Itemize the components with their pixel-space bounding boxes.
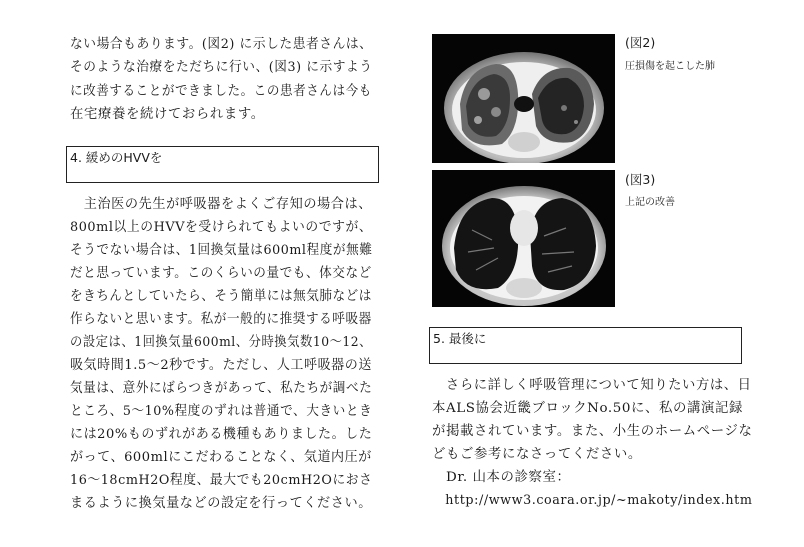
body-line: がって、600mlにこだわることなく、気道内圧が — [70, 450, 372, 465]
body-line: 16～18cmH2O程度、最大でも20cmH2Oにおさ — [70, 473, 373, 488]
body-line: 作らないと思います。私が一般的に推奨する呼吸器 — [70, 312, 372, 327]
homepage-url-link[interactable]: http://www3.coara.or.jp/~makoty/index.htm — [432, 493, 753, 508]
body-line: が掲載されています。また、小生のホームページな — [432, 424, 753, 439]
figure2-caption: 圧損傷を起こした肺 — [625, 61, 715, 72]
intro-line: に改善することができました。この患者さんは今も — [70, 84, 372, 99]
lung-ct-damaged-icon — [432, 34, 615, 163]
section5-heading — [429, 327, 742, 364]
body-line: だと思っています。このくらいの量でも、体交など — [70, 266, 372, 281]
body-line: 気量は、意外にばらつきがあって、私たちが調べた — [70, 381, 373, 396]
homepage-label: Dr. 山本の診察室： — [432, 470, 571, 485]
body-line: そうでない場合は、1回換気量は600ml程度が無難 — [70, 243, 373, 258]
intro-line: そのような治療をただちに行い、(図3) に示すよう — [70, 60, 373, 75]
lung-ct-improved-icon — [432, 170, 615, 307]
section5-heading-text: 5. 最後に — [433, 331, 487, 346]
body-line: 本ALS協会近畿ブロックNo.50に、私の講演記録 — [432, 401, 743, 416]
intro-line: ない場合もあります。(図2) に示した患者さんは、 — [70, 37, 373, 52]
section4-heading — [66, 146, 379, 183]
body-line: まるように換気量などの設定を行ってください。 — [70, 496, 372, 511]
figure2-number: (図2) — [625, 35, 656, 50]
figure3-number: (図3) — [625, 172, 656, 187]
body-line: 主治医の先生が呼吸器をよくご存知の場合は、 — [70, 197, 372, 212]
section4-heading-text: 4. 緩めのHVVを — [70, 150, 163, 165]
body-line: 吸気時間1.5～2秒です。ただし、人工呼吸器の送 — [70, 358, 372, 373]
body-line: の設定は、1回換気量600ml、分時換気数10～12、 — [70, 335, 373, 350]
body-line: ところ、5～10%程度のずれは普通で、大きいとき — [70, 404, 373, 419]
figure3-caption: 上記の改善 — [625, 197, 675, 208]
figure2-ct-image — [432, 34, 615, 163]
body-line: には20%ものずれがある機種もありました。した — [70, 427, 373, 442]
body-line: さらに詳しく呼吸管理について知りたい方は、日 — [432, 378, 752, 393]
body-line: をきちんとしていたら、そう簡単には無気肺などは — [70, 289, 372, 304]
figure3-ct-image — [432, 170, 615, 307]
intro-line: 在宅療養を続けておられます。 — [70, 107, 265, 122]
body-line: 800ml以上のHVVを受けられてもよいのですが、 — [70, 220, 373, 235]
body-line: どもご参考になさってください。 — [432, 447, 642, 462]
